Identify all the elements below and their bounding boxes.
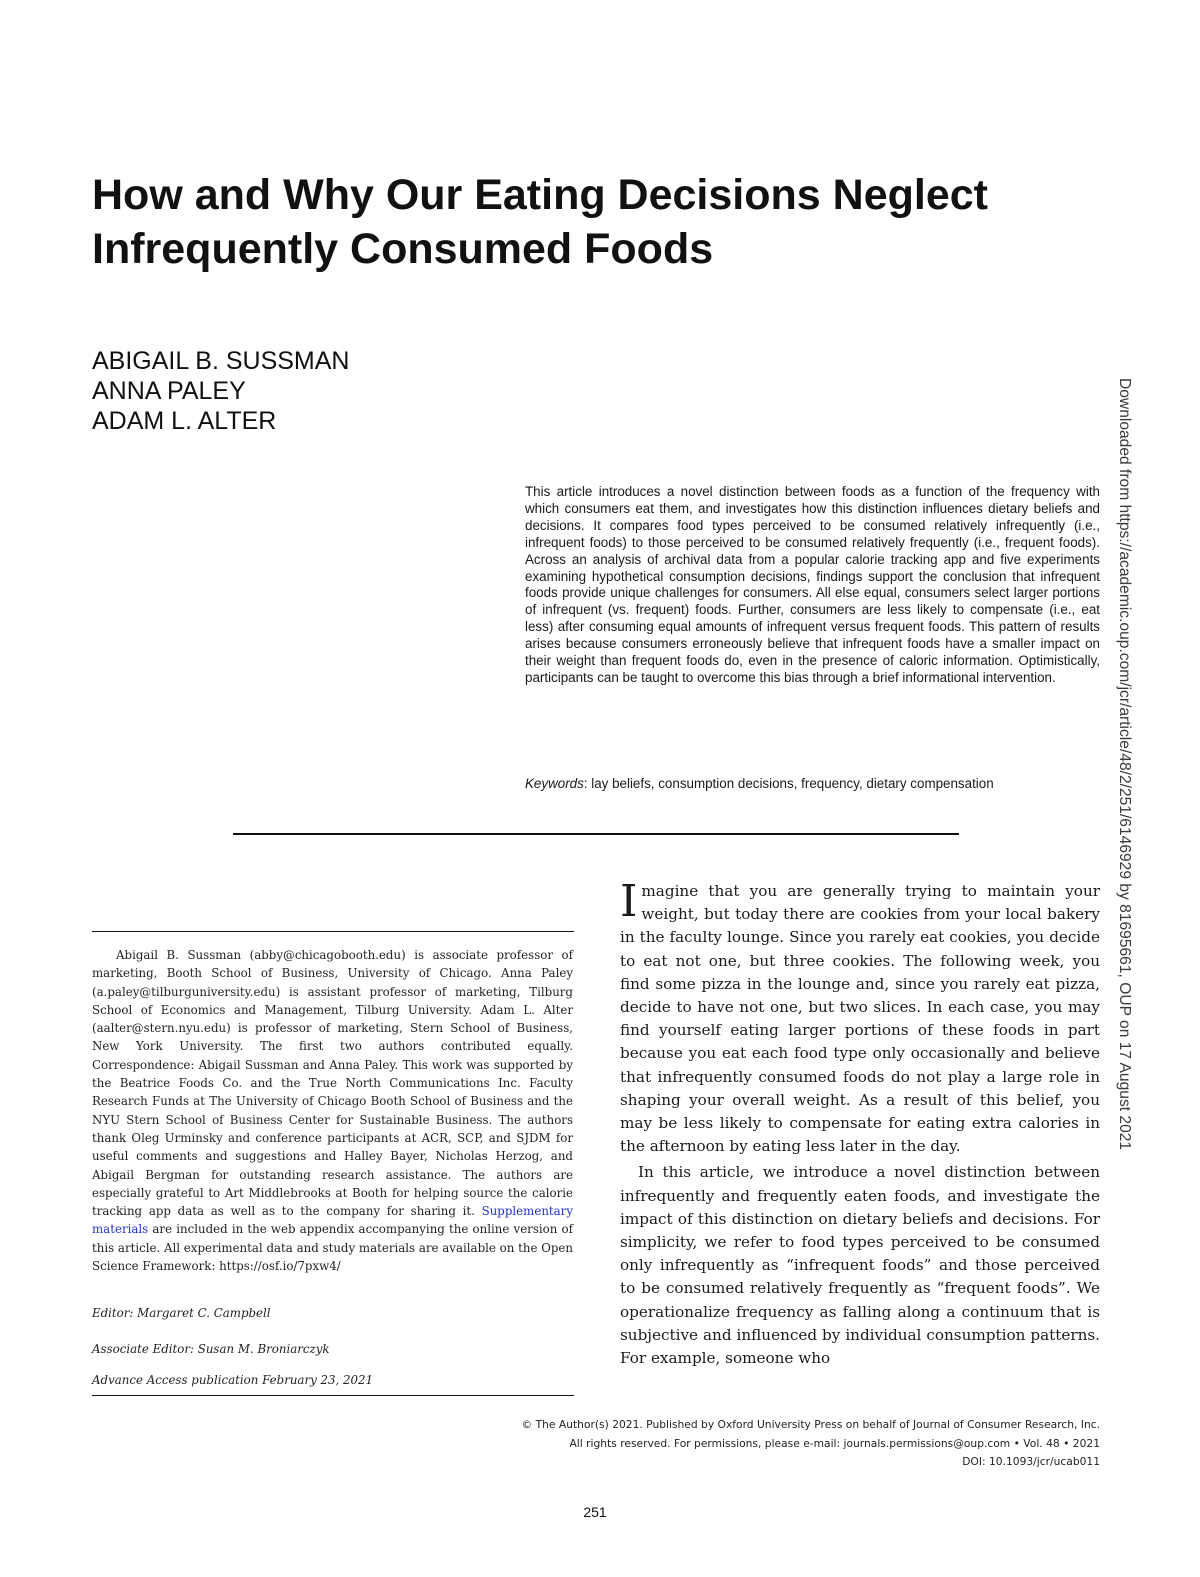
- copyright-block: [460, 1416, 1100, 1472]
- editor-line: Editor: Margaret C. Campbell: [92, 1306, 271, 1320]
- author-name: ADAM L. ALTER: [92, 407, 277, 435]
- page-number: 251: [583, 1504, 607, 1520]
- author-footnote: [92, 946, 573, 1275]
- title-line: Infrequently Consumed Foods: [92, 225, 714, 273]
- supplementary-materials-link[interactable]: Supplementary materials: [92, 1204, 573, 1237]
- body-paragraph: [620, 876, 1100, 1158]
- associate-editor-line: Associate Editor: Susan M. Broniarczyk: [92, 1342, 330, 1356]
- drop-cap: I: [620, 876, 638, 927]
- body-paragraph: In this article, we introduce a novel distinction between infrequently and frequently eaten foods, and investigate the impact of this distinction on dietary beliefs and decisions. For simplicity, we refer to food types perceived to be consumed only infrequently as “infrequent foods” and those perceived to be consumed relatively frequently as “frequent foods”. We operationalize frequency as falling along a continuum that is subjective and influenced by individual consumption patterns. For example, someone who: [620, 1163, 1100, 1368]
- footnote-text: Abigail B. Sussman (abby@chicagobooth.edu) is associate professor of marketing, Booth School of Business, University of Chicago. Anna Paley (a.paley@tilburguniversity.edu) is assistant professor of marketing, Tilburg School of Economics and Management, Tilburg University. Adam L. Alter (aalter@stern.nyu.edu) is professor of marketing, Stern School of Business, New York University. The first two authors contributed equally. Correspondence: Abigail Sussman and Anna Paley. This work was supported by the Beatrice Foods Co. and the True North Communications Inc. Faculty Research Funds at The University of Chicago Booth School of Business and the NYU Stern School of Business Center for Sustainable Business. The authors thank Oleg Urminsky and conference participants at ACR, SCP, and SJDM for useful comments and suggestions and Halley Bayer, Nicholas Herzog, and Abigail Bergman for outstanding research assistance. The authors are especially grateful to Art Middlebrooks at Booth for helping source the calorie tracking app data as well as to the company for sharing it.: [92, 948, 573, 1219]
- keywords-label: Keywords: [525, 776, 584, 791]
- keywords: [525, 775, 1100, 792]
- author-list: [92, 346, 349, 436]
- section-divider: [233, 833, 959, 835]
- download-watermark: Downloaded from https://academic.oup.com/jcr/article/48/2/251/6146929 by 81695661, OUP on 17 August 2021: [1116, 378, 1133, 1151]
- author-name: ANNA PALEY: [92, 377, 246, 405]
- footnote-divider-top: [92, 931, 574, 932]
- article-title: [92, 168, 1102, 276]
- advance-access-line: Advance Access publication February 23, 2021: [92, 1373, 374, 1387]
- title-line: How and Why Our Eating Decisions Neglect: [92, 171, 988, 219]
- doi-line: DOI: 10.1093/jcr/ucab011: [962, 1455, 1100, 1468]
- abstract: This article introduces a novel distinction between foods as a function of the frequency with which consumers eat them, and investigates how this distinction influences dietary beliefs and decisions. It compares food types perceived to be consumed relatively infrequently (i.e., infrequent foods) to those perceived to be consumed relatively frequently (i.e., frequent foods). Across an analysis of archival data from a popular calorie tracking app and five experiments examining hypothetical consumption decisions, findings support the conclusion that infrequent foods provide unique challenges for consumers. All else equal, consumers select larger portions of infrequent (vs. frequent) foods. Further, consumers are less likely to compensate (i.e., eat less) after consuming equal amounts of infrequent versus frequent foods. This pattern of results arises because consumers erroneously believe that infrequent foods have a smaller impact on their weight than frequent foods do, even in the presence of caloric information. Optimistically, participants can be taught to overcome this bias through a brief informational intervention.: [525, 484, 1100, 685]
- copyright-line: © The Author(s) 2021. Published by Oxford University Press on behalf of Journal of Consumer Research, Inc.: [521, 1418, 1100, 1431]
- footnote-text-end: are included in the web appendix accompanying the online version of this article. All experimental data and study materials are available on the Open Science Framework: https://osf.io/7pxw4/: [92, 1222, 573, 1274]
- keywords-text: : lay beliefs, consumption decisions, frequency, dietary compensation: [583, 776, 994, 791]
- permissions-line: All rights reserved. For permissions, please e-mail: journals.permissions@oup.com • Vol. 48 • 2021: [569, 1436, 1100, 1450]
- article-body: [620, 876, 1100, 1370]
- footnote-divider-bottom: [92, 1395, 574, 1396]
- body-paragraph-text: magine that you are generally trying to maintain your weight, but today there are cookies from your local bakery in the faculty lounge. Since you rarely eat cookies, you decide to eat not one, but three cookies. The following week, you find some pizza in the lounge and, since you rarely eat pizza, decide to have not one, but two slices. In each case, you may find yourself eating larger portions of these foods in part because you eat each food type only occasionally and believe that infrequently consumed foods do not play a large role in shaping your overall weight. As a result of this belief, you may be less likely to compensate for eating extra calories in the afternoon by eating less later in the day.: [620, 882, 1100, 1156]
- author-name: ABIGAIL B. SUSSMAN: [92, 347, 350, 375]
